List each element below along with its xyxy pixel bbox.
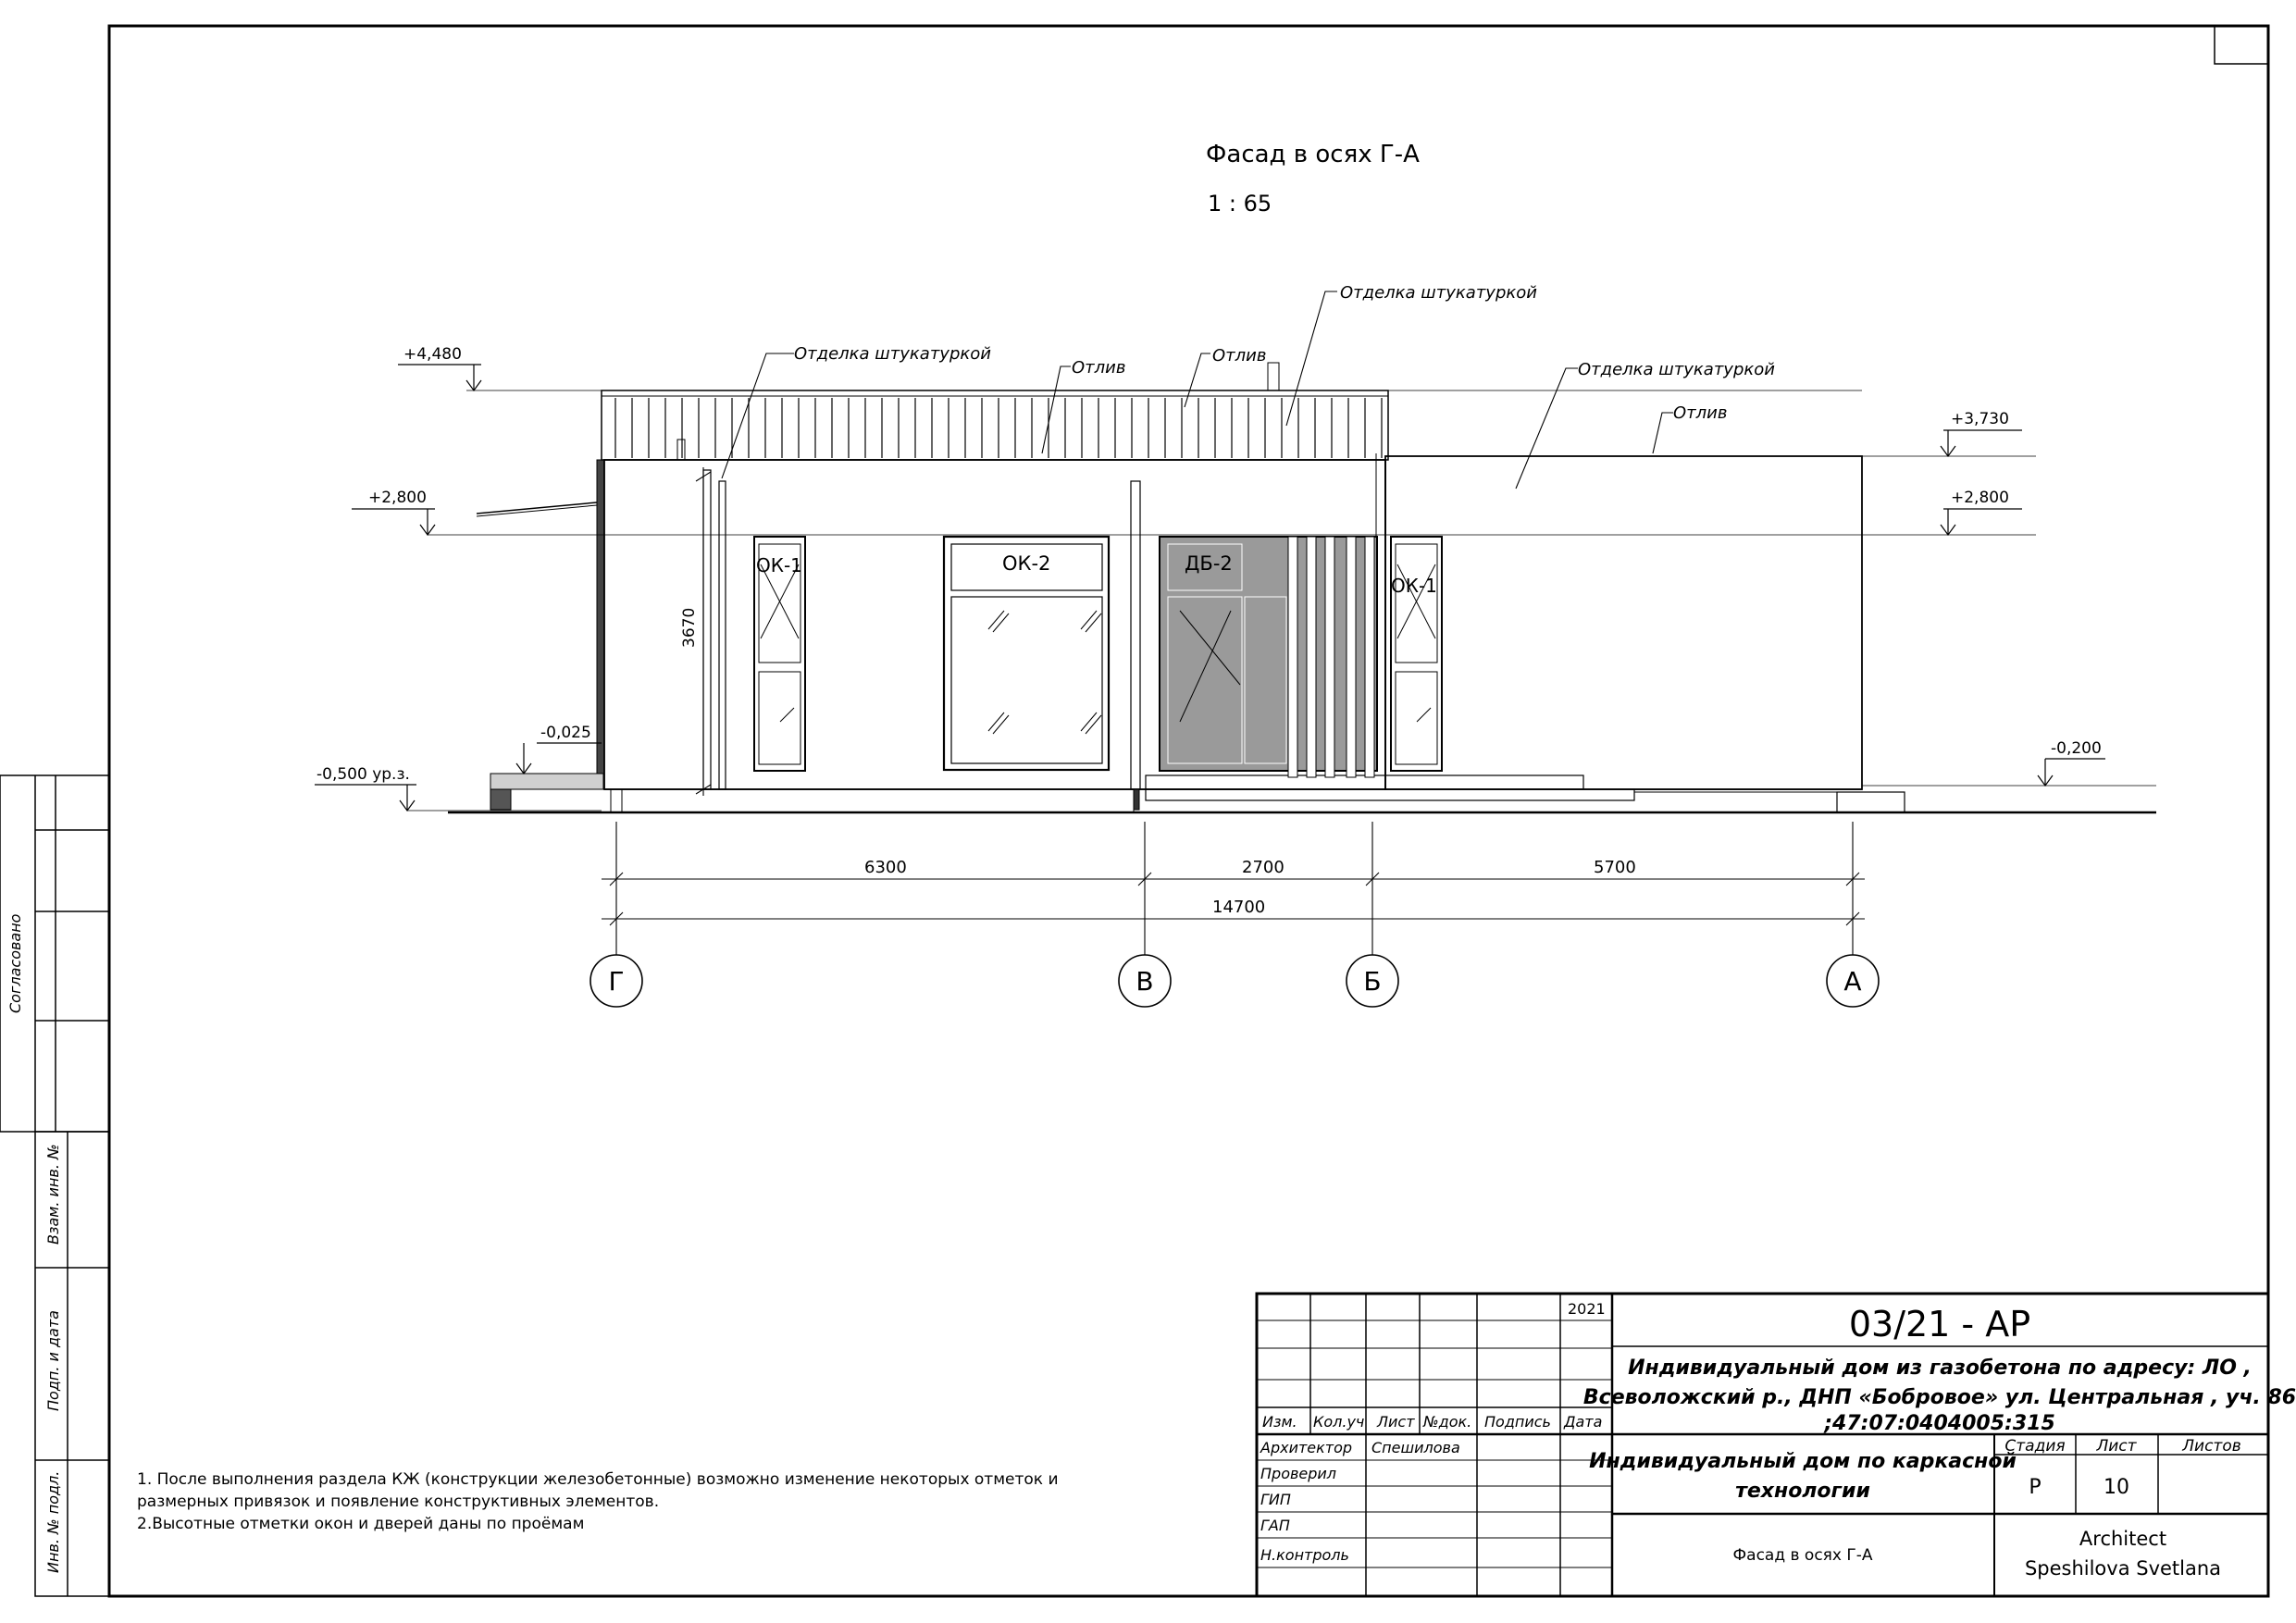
tb-sheets-label: Листов <box>2182 1437 2241 1456</box>
height-3670: 3670 <box>680 607 699 648</box>
tb-header-izm: Изм. <box>1262 1413 1297 1431</box>
callout-plaster-left: Отделка штукатуркой <box>794 344 991 364</box>
tb-architect-name: Спешилова <box>1371 1439 1460 1456</box>
tb-stage-label: Стадия <box>2004 1437 2066 1456</box>
corner-box <box>2215 26 2268 64</box>
tb-address-2: Всеволожский р., ДНП «Бобровое» ул. Центральная , уч. 86 <box>1582 1386 2296 1409</box>
axis-v: В <box>1136 966 1154 997</box>
level-0025: -0,025 <box>540 724 591 742</box>
tb-header-list: Лист <box>1377 1413 1415 1431</box>
callout-plaster-right: Отделка штукатуркой <box>1578 360 1775 379</box>
tb-org-2: Speshilova Svetlana <box>2024 1557 2222 1580</box>
facade-elevation <box>448 363 2156 812</box>
parapet-slats <box>615 398 1382 458</box>
tb-sheet-label: Лист <box>2096 1437 2137 1456</box>
tb-org-1: Architect <box>2079 1528 2167 1550</box>
opening-ok2: ОК-2 <box>1002 552 1051 575</box>
axis-g: Г <box>608 966 625 997</box>
callout-drip-3: Отлив <box>1673 403 1728 423</box>
callout-plaster-top: Отделка штукатуркой <box>1340 283 1537 303</box>
dim-6300: 6300 <box>864 858 907 877</box>
tb-role-control: Н.контроль <box>1260 1546 1349 1564</box>
tb-stage-value: Р <box>2029 1476 2042 1499</box>
tb-role-gap: ГАП <box>1260 1517 1290 1534</box>
tb-object-2: технологии <box>1735 1480 1870 1503</box>
tb-address-3: ;47:07:0404005:315 <box>1824 1412 2055 1435</box>
level-2800-right: +2,800 <box>1951 489 2009 507</box>
level-0500: -0,500 ур.з. <box>316 765 410 784</box>
note-line-1: 1. После выполнения раздела КЖ (конструкции железобетонные) возможно изменение некоторых отметок и <box>137 1470 1059 1489</box>
note-line-3: 2.Высотные отметки окон и дверей даны по проёмам <box>137 1515 585 1533</box>
tb-role-checked: Проверил <box>1260 1465 1337 1482</box>
dim-5700: 5700 <box>1594 858 1636 877</box>
axis-markers <box>590 955 1879 1007</box>
tb-header-kol: Кол.уч <box>1313 1413 1365 1431</box>
inv-podl-label: Инв. № подл. <box>44 1470 62 1573</box>
tb-header-date: Дата <box>1564 1413 1603 1431</box>
dimension-lines <box>602 822 1865 962</box>
drawing-title: Фасад в осях Г-А <box>1206 141 1420 168</box>
opening-ok1-right: ОК-1 <box>1391 575 1437 597</box>
tb-header-sign: Подпись <box>1484 1413 1551 1431</box>
sign-date-label: Подп. и дата <box>44 1310 62 1411</box>
drawing-scale: 1 : 65 <box>1208 191 1272 217</box>
tb-year: 2021 <box>1568 1300 1606 1318</box>
tb-object-1: Индивидуальный дом по каркасной <box>1589 1450 2017 1473</box>
callout-drip-2: Отлив <box>1212 346 1267 365</box>
dim-2700: 2700 <box>1242 858 1285 877</box>
tb-address-1: Индивидуальный дом из газобетона по адресу: ЛО , <box>1628 1357 2252 1380</box>
opening-db2: ДБ-2 <box>1185 552 1233 575</box>
opening-ok1-left: ОК-1 <box>756 554 802 576</box>
tb-sheet-title: Фасад в осях Г-А <box>1732 1546 1873 1565</box>
tb-code: 03/21 - АР <box>1848 1304 2031 1344</box>
tb-sheet-value: 10 <box>2104 1476 2129 1499</box>
level-2800-left: +2,800 <box>368 489 427 507</box>
callout-drip-1: Отлив <box>1072 358 1126 378</box>
agreed-label: Согласовано <box>6 913 24 1013</box>
tb-role-gip: ГИП <box>1260 1491 1291 1508</box>
axis-a: А <box>1843 966 1862 997</box>
level-3730: +3,730 <box>1951 410 2009 428</box>
tb-header-doc: №док. <box>1423 1413 1472 1431</box>
dim-total: 14700 <box>1212 898 1266 917</box>
note-line-2: размерных привязок и появление конструктивных элементов. <box>137 1493 660 1511</box>
inv-vzam-label: Взам. инв. № <box>44 1144 62 1245</box>
axis-b: Б <box>1363 966 1382 997</box>
tb-role-architect: Архитектор <box>1260 1439 1353 1456</box>
level-0200: -0,200 <box>2051 739 2102 758</box>
level-4480: +4,480 <box>403 345 462 364</box>
